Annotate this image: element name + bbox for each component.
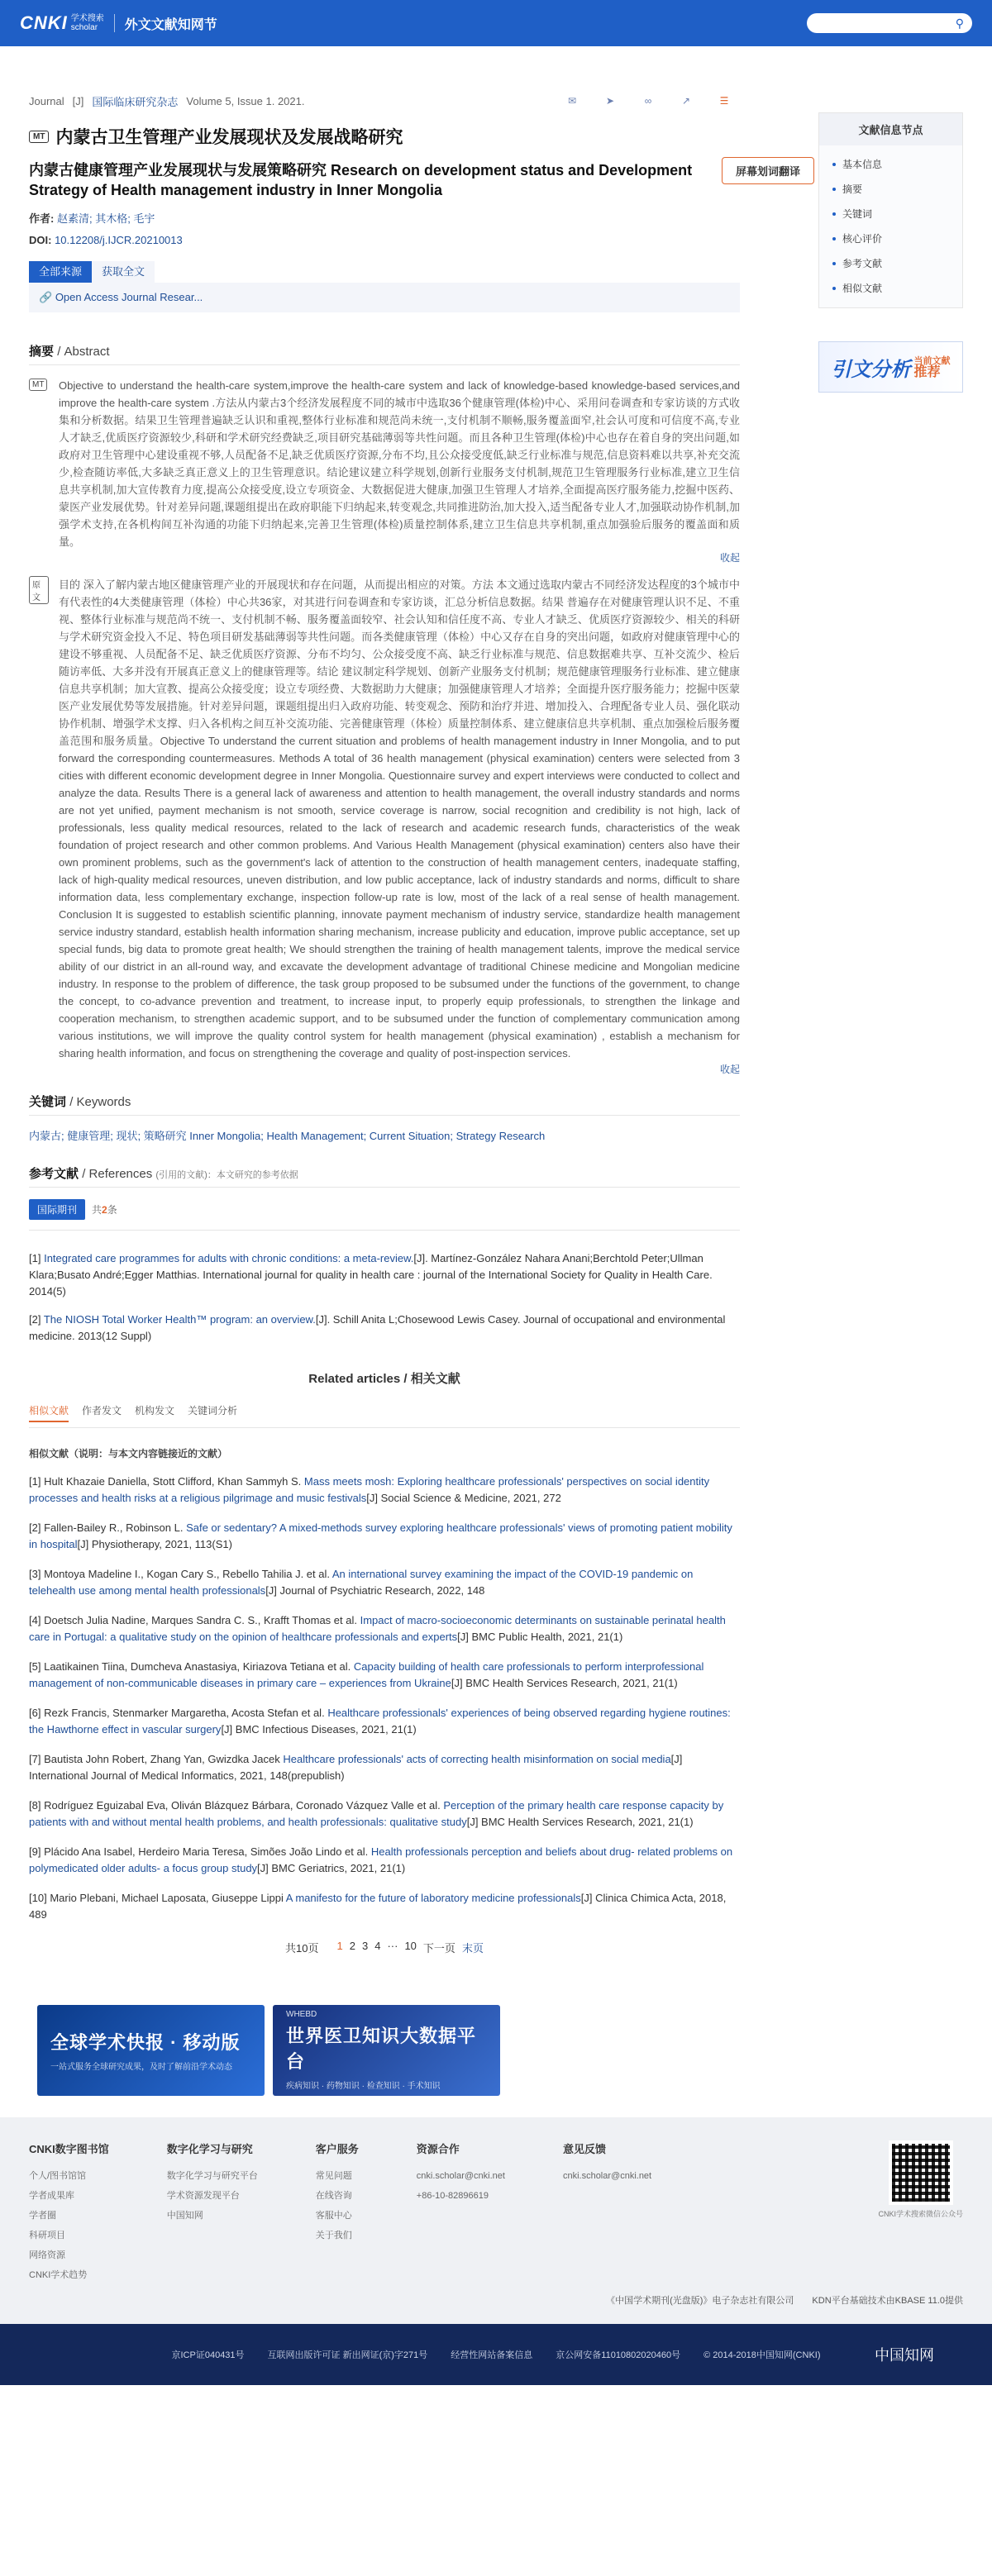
header-divider xyxy=(114,14,115,32)
list-item xyxy=(29,1312,740,1345)
doc-type: Journal xyxy=(29,94,64,107)
footer-col-cooperation xyxy=(417,2140,505,2285)
sidebar-item-keywords[interactable]: 关键词 xyxy=(842,202,962,226)
list-item xyxy=(29,1566,740,1599)
oa-source-link[interactable]: Open Access Journal Resear... xyxy=(55,291,203,303)
page-title-cn: 内蒙古卫生管理产业发展现状及发展战略研究 xyxy=(55,128,403,147)
list-item xyxy=(29,1844,740,1877)
cnki-footer-logo: 中国知网 xyxy=(875,2347,934,2364)
ad2-tag: WHEBD xyxy=(286,2010,317,2019)
qr-code-icon xyxy=(889,2140,953,2205)
rel-authors: Bautista John Robert, Zhang Yan, Gwizdka Jacek xyxy=(44,1753,280,1765)
related-title: Related articles / 相关文献 xyxy=(308,1372,460,1386)
abstract-orig-text: 目的 深入了解内蒙古地区健康管理产业的开展现状和存在问题，从而提出相应的对策。方法 本文通过选取内蒙古不同经济发达程度的3个城市中有代表性的4大类健康管理（体检）中心共36家，对其进行问卷调查和专家访谈，汇总分析信息数据。结果 普遍存在对健康管理认识不足、不重视、整体行业标准与规范尚不统一、支付机制不畅、服务覆盖面较窄、社会认知和信任度不高、专业人才缺乏、优质医疗资源较少、相关的科研与学术研究资金投入不足、特色项目研发基础薄弱等共性问题。而各类健康管理（体检）中心又存在自身的突出问题，如政府对健康管理中心的建设不够重视、人员配备不足、缺乏优质医疗资源、分布不均匀、公众接受度不高、缺乏行业标准与规范、信息数据难共享、互补交流少、检后随访率低、大多并没有开展真正意义上的健康管理等。结论 建议制定科学规划、创新产业服务支付机制；规范健康管理服务行业标准、建立健康信息共享机制；加大宣教、提高公众接受度；设立专项经费、大数据助力大健康；加强健康管理人才培养；全面提升医疗服务能力；挖掘中医蒙医产业发展优势等发展措施。针对差异问题，课题组提出归入政府功能、转变观念、预防和治疗并进、增加投入、合理配备专业人员、强化联动协作机制、增强学术支撑、归入各机构之间互补交流功能、完善健康管理（体检）质量控制体系、建立健康信息共享机制、重点加强检后服务覆盖范围和服务质量。Objective To understand the current situation and problems of health management industry in Inner Mongolia, and to put forward the corresponding countermeasures. Methods A total of 36 health management (physical examination) centers were selected from 3 cities with different economic development degree in Inner Mongolia. Questionnaire survey and expert interviews were conducted to collect and analyze the data. Results There is a general lack of awareness and attention to health management, the overall industry standards and norms are not yet unified, payment mechanism is not smooth, service coverage is narrow, social recognition and credibility is not high, lack of professionals, less quality medical resources, related to the lack of research and academic research funds, characteristics of the weak foundation of project research and other common problems. And Various Health Management (physical examination) centers also have their own prominent problems, such as the government's lack of attention to the construction of health management centers, inadequate staffing, lack of high-quality medical resources, uneven distribution, and low public acceptance, lack of industry standards and norms, difficult to share information data, less complementary exchange, inspection follow-up rate is low, most of the lack of a real sense of health management. Conclusion It is suggested to establish scientific planning, innovate payment mechanism of industry service, standardize health management service industry standard, establish health information sharing mechanism, increase publicity and education, improve public acceptance, set up special funds, big data to promote great health; We should strengthen the training of health management talents, improve the medical service ability of our district in an all-round way, and excavate the development advantage of traditional Chinese medicine and Mongolian medicine industry. In response to the problem of difference, the task group proposed to be subsumed under the functions of the government, to change the concept, to co-advance prevention and treatment, to increase input, to properly equip professionals, to strengthen the linkage and cooperation mechanism, to strengthen academic support, and to be subsumed under the function of complementary communication among various institutions, we will improve the quality control system for health management (physical examination) , establish a mechanism for sharing health information, and focus on strengthening the coverage and quality of post-inspection services. xyxy=(59,579,740,1059)
search-box xyxy=(807,13,972,33)
rel-num: [2] xyxy=(29,1521,41,1534)
mt-badge: MT xyxy=(29,131,49,143)
doi-label: DOI: xyxy=(29,234,52,246)
copyright: © 2014-2018中国知网(CNKI) xyxy=(703,2350,821,2360)
references-title-en: / References xyxy=(82,1167,153,1181)
sidebar-title: 文献信息节点 xyxy=(819,113,962,145)
sidebar-item-basic-info[interactable]: 基本信息 xyxy=(842,152,962,177)
list-item xyxy=(29,1705,740,1738)
related-note: 相似文献（说明：与本文内容链接近的文献） xyxy=(29,1448,228,1459)
abstract-orig-tag: 原文 xyxy=(29,576,49,604)
pagination xyxy=(29,1940,740,1955)
ad2-title: 世界医卫知识大数据平台 xyxy=(286,2026,477,2072)
footer-link[interactable]: 科研项目 xyxy=(29,2231,65,2240)
ad-citation-title: 引文分析 xyxy=(831,358,911,381)
count-prefix: 共 xyxy=(92,1204,103,1216)
footer-col-service xyxy=(316,2140,359,2285)
rel-link[interactable]: Safe or sedentary? A mixed-methods survey exploring healthcare professionals' views of promoting patient mobility in hospital xyxy=(29,1521,732,1550)
wechat-qr xyxy=(878,2140,963,2285)
tab-intl-journals[interactable]: 国际期刊 xyxy=(29,1199,85,1220)
ref-num: [1] xyxy=(29,1252,41,1264)
rel-authors: Rodríguez Eguizabal Eva, Oliván Blázquez Bárbara, Coronado Vázquez Valle et al. xyxy=(44,1799,441,1812)
qr-caption: CNKI学术搜索微信公众号 xyxy=(878,2210,963,2218)
rel-authors: Mario Plebani, Michael Laposata, Giuseppe Lippi xyxy=(50,1892,284,1904)
footer-columns xyxy=(29,2117,963,2285)
sidebar-item-core-eval[interactable]: 核心评价 xyxy=(842,226,962,251)
list-item xyxy=(29,1474,740,1507)
abstract-mt-text: Objective to understand the health-care system,improve the health-care system and lack of knowledge-based knowledge-based services,and improve the health-care system .方法从内蒙古3个经济发展程度不同的城市中选取36个健康管理(体检)中心、采用问卷调查和专家访谈的方式收集和分析数据。结果卫生管理普遍缺乏认识和重视,整体行业标准和规范尚未统一,支付机制不顺畅,服务覆盖面窄,社会认可度和可信度不高,专业人才缺乏,优质医疗资源较少,科研和学术研究经费缺乏,项目研究基础薄弱等共性问题。而且各种卫生管理(体检)中心也存在着自身的突出问题,如政府对卫生管理中心建设重视不够,人员配备不足,缺乏优质医疗资源,分布不均,且公众接受度低,缺乏行业标准与规范,信息资料难以共享,补充交流少,检查随访率低,大多缺乏真正意义上的卫生管理意识。结论建议建立科学规划,创新行业服务支付机制,规范卫生管理服务行业标准,建立卫生信息共享机制,加大宣传教育力度,提高公众接受度,设立专项资金、大数据促进大健康,加强卫生管理人才培养,全面提高医疗服务能力,挖掘中医药、蒙医产业发展优势。针对差异问题,课题组提出在政府职能下归纳起来,转变观念,共同推进防治,加大投入,适当配备专业人才,加强联动协作机制,加强学术支持,在各机构间互补沟通的功能下归纳起来,完善卫生管理(体检)质量控制体系,建立卫生信息共享机制,重点加强验后服务的覆盖面和质量。 xyxy=(59,379,740,548)
ad-citation-sub1: 当前文献 xyxy=(913,355,951,366)
footer-email[interactable]: cnki.scholar@cnki.net xyxy=(562,2171,652,2181)
abstract-orig-body xyxy=(59,576,740,1076)
logo-subtext xyxy=(71,14,104,32)
journal-meta xyxy=(29,93,740,109)
site-record[interactable]: 经营性网站备案信息 xyxy=(451,2350,533,2360)
related-list xyxy=(29,1474,740,1923)
footer-link[interactable]: CNKI学术趋势 xyxy=(29,2270,88,2280)
keywords-title-en: / Keywords xyxy=(69,1095,131,1109)
logo-text: CNKI xyxy=(20,12,68,33)
references-heading xyxy=(29,1164,740,1188)
page-10[interactable]: 10 xyxy=(404,1940,417,1952)
rel-num: [3] xyxy=(29,1568,41,1580)
ref-rest: [J]. Martínez-González Nahara Anani;Berchtold Peter;Ullman Klara;Busato André;Egger Matthias. International journal for quality in health care : journal of the International Society for Quality in Health Care. 2014(5) xyxy=(29,1252,713,1298)
collapse-button[interactable]: 收起 xyxy=(719,552,740,564)
count-suffix: 条 xyxy=(107,1204,117,1216)
rel-authors: Fallen-Bailey R., Robinson L. xyxy=(44,1521,184,1534)
ref-rest: [J]. Schill Anita L;Chosewood Lewis Casey. Journal of occupational and environmental medicine. 2013(12 Suppl) xyxy=(29,1313,726,1342)
authors-label: 作者: xyxy=(29,212,55,225)
rel-link[interactable]: Healthcare professionals' acts of correcting health misinformation on social media xyxy=(283,1753,671,1765)
cnki-logo[interactable] xyxy=(20,12,104,34)
page-wrap xyxy=(29,93,963,2096)
email-icon[interactable]: ✉ xyxy=(567,95,577,107)
tab-get-fulltext[interactable]: 获取全文 xyxy=(92,261,155,283)
footer-link[interactable]: 中国知网 xyxy=(166,2211,203,2221)
banner-ads xyxy=(37,2005,740,2096)
police-record[interactable]: 京公网安备11010802020460号 xyxy=(556,2350,681,2360)
sidebar-item-abstract[interactable]: 摘要 xyxy=(842,177,962,202)
abstract-mt-tag-wrap xyxy=(29,377,49,564)
abstract-orig-tag-wrap xyxy=(29,576,49,1076)
keywords-list[interactable]: 内蒙古; 健康管理; 现状; 策略研究 Inner Mongolia; Health Management; Current Situation; Strategy Research xyxy=(29,1130,546,1142)
list-item xyxy=(29,1612,740,1645)
list-item xyxy=(29,1751,740,1784)
page-2[interactable]: 2 xyxy=(349,1940,355,1952)
footer-col-title: 数字化学习与研究 xyxy=(166,2143,253,2155)
toolbar-icons xyxy=(565,93,740,108)
footer-link[interactable]: 在线咨询 xyxy=(315,2191,352,2201)
top-header xyxy=(0,0,992,46)
authors-links[interactable]: 赵素清; 其木格; 毛宇 xyxy=(56,212,155,225)
rel-rest: [J] Physiotherapy, 2021, 113(S1) xyxy=(77,1538,232,1550)
list-item xyxy=(29,1250,740,1300)
rel-link[interactable]: A manifesto for the future of laboratory medicine professionals xyxy=(285,1892,581,1904)
footer-col-title: 资源合作 xyxy=(416,2143,460,2155)
oa-source-row xyxy=(29,283,740,312)
ad-whebd[interactable] xyxy=(273,2005,500,2096)
ad-citation-sub xyxy=(914,355,951,379)
share-icon[interactable]: ➤ xyxy=(605,95,615,107)
rel-rest: [J] Social Science & Medicine, 2021, 272 xyxy=(366,1492,561,1504)
abstract-mt-body xyxy=(59,377,740,564)
abstract-mt-block xyxy=(29,377,740,564)
ad2-subtitle: 疾病知识 · 药物知识 · 检查知识 · 手术知识 xyxy=(286,2082,441,2091)
rel-num: [10] xyxy=(29,1892,47,1904)
search-icon[interactable]: ⚲ xyxy=(955,16,964,30)
footer-link[interactable]: 个人/图书馆馆 xyxy=(29,2171,87,2181)
sidebar-nav-box xyxy=(818,112,963,308)
rel-authors: Laatikainen Tiina, Dumcheva Anastasiya, Kiriazova Tetiana et al. xyxy=(44,1660,351,1673)
ad1-subtitle: 一站式服务全球研究成果，及时了解前沿学术动态 xyxy=(50,2063,232,2072)
rel-link[interactable]: Perception of the primary health care response capacity by patients with and without mental health problems, and health professionals: qualitative study xyxy=(29,1799,724,1828)
doi-link[interactable]: 10.12208/j.IJCR.20210013 xyxy=(55,234,183,246)
authors-row xyxy=(29,210,740,226)
ad1-title: 全球学术快报 · 移动版 xyxy=(50,2032,241,2053)
footer-copyright: 《中国学术期刊(光盘版)》电子杂志社有限公司 KDN平台基础技术由KBASE 11.0提供 xyxy=(606,2296,963,2306)
footer-link[interactable]: 学者圈 xyxy=(29,2211,56,2221)
sidebar-item-references[interactable]: 参考文献 xyxy=(842,251,962,276)
page-ellipsis: ··· xyxy=(387,1940,398,1952)
abstract-title-en: / Abstract xyxy=(57,345,110,359)
doc-type-code: [J] xyxy=(72,94,84,107)
footer-link[interactable]: 客服中心 xyxy=(315,2211,352,2221)
rel-num: [6] xyxy=(29,1707,41,1719)
pager-total: 共10页 xyxy=(285,1942,319,1955)
collapse-button[interactable]: 收起 xyxy=(719,1064,740,1075)
source-tabs xyxy=(29,261,740,283)
ad-global-academic[interactable] xyxy=(37,2005,265,2096)
translate-icon[interactable]: ☰ xyxy=(719,95,729,107)
rel-link[interactable]: Impact of macro-socioeconomic determinants on sustainable perinatal health care in Portugal: a qualitative study on the opinion of healthcare professionals and experts xyxy=(29,1614,726,1643)
page-3[interactable]: 3 xyxy=(361,1940,369,1952)
link-icon: 🔗 xyxy=(39,291,53,303)
page-1[interactable]: 1 xyxy=(336,1940,343,1952)
next-page-button[interactable]: 下一页 xyxy=(422,1942,455,1955)
ref-num: [2] xyxy=(29,1313,41,1326)
doi-row xyxy=(29,234,740,246)
main-content xyxy=(29,93,740,2096)
list-item xyxy=(29,1797,740,1831)
footer-col-title: 客户服务 xyxy=(315,2143,359,2155)
rel-authors: Rezk Francis, Stenmarker Margaretha, Acosta Stefan et al. xyxy=(44,1707,325,1719)
rel-authors: Montoya Madeline I., Kogan Cary S., Rebello Tahilia J. et al. xyxy=(44,1568,330,1580)
rel-link[interactable]: Healthcare professionals' experiences of being observed regarding hygiene routines: the Hawthorne effect in vascular surgery xyxy=(29,1707,731,1736)
rel-link[interactable]: An international survey examining the impact of the COVID-19 pandemic on telehealth use among mental health professionals xyxy=(29,1568,694,1597)
footer xyxy=(0,2117,992,2324)
list-item xyxy=(29,1890,740,1923)
footer-col-feedback xyxy=(563,2140,651,2285)
page-title-en: 内蒙古健康管理产业发展现状与发展策略研究 Research on development status and Development Strategy of Health management industry in Inner Mongolia xyxy=(29,162,693,198)
count-number: 2 xyxy=(102,1204,107,1216)
rel-rest: [J] International Journal of Medical Informatics, 2021, 148(prepublish) xyxy=(29,1753,683,1782)
rel-num: [4] xyxy=(29,1614,41,1626)
rel-rest: [J] BMC Health Services Research, 2021, 21(1) xyxy=(466,1816,694,1828)
rel-link[interactable]: Capacity building of health care professionals to perform interprofessional management of non-communicable diseases in primary care – experiences from Ukraine xyxy=(29,1660,704,1689)
references-title: 参考文献 xyxy=(29,1167,79,1181)
footer-col-library xyxy=(29,2140,109,2285)
footer-col-learning xyxy=(167,2140,258,2285)
tab-similar[interactable]: 相似文献 xyxy=(29,1403,69,1422)
abstract-title: 摘要 xyxy=(29,345,55,359)
footer-link[interactable]: 学术资源发现平台 xyxy=(166,2191,240,2201)
abstract-heading xyxy=(29,342,740,365)
rel-link[interactable]: Mass meets mosh: Exploring healthcare professionals' perspectives on social identity processes and health risks at a religious pilgrimage and music festivals xyxy=(29,1475,710,1504)
footer-link[interactable]: 常见问题 xyxy=(315,2171,352,2181)
rel-num: [7] xyxy=(29,1753,41,1765)
page-4[interactable]: 4 xyxy=(374,1940,381,1952)
footer-link[interactable]: 网络资源 xyxy=(29,2250,65,2260)
publish-license[interactable]: 互联网出版许可证 新出网证(京)字271号 xyxy=(267,2350,428,2360)
footer-col-title: CNKI数字图书馆 xyxy=(29,2143,109,2155)
abstract-mt-tag: MT xyxy=(29,379,47,391)
references-count xyxy=(92,1202,117,1217)
rel-num: [5] xyxy=(29,1660,41,1673)
rel-rest: [J] Clinica Chimica Acta, 2018, 489 xyxy=(29,1892,727,1921)
sidebar-item-similar[interactable]: 相似文献 xyxy=(842,276,962,301)
link-icon[interactable]: ∞ xyxy=(644,95,652,107)
rel-authors: Doetsch Julia Nadine, Marques Sandra C. S., Krafft Thomas et al. xyxy=(44,1614,357,1626)
tab-all-sources[interactable]: 全部来源 xyxy=(29,261,92,283)
ad-citation-sub2: 推荐 xyxy=(913,364,941,379)
sidebar-list xyxy=(819,145,962,307)
footer-phone: +86-10-82896619 xyxy=(416,2191,489,2201)
list-item xyxy=(29,1520,740,1553)
rel-rest: [J] BMC Health Services Research, 2021, 21(1) xyxy=(451,1677,678,1689)
ref-link[interactable]: The NIOSH Total Worker Health™ program: an overview. xyxy=(43,1313,316,1326)
rel-rest: [J] Journal of Psychiatric Research, 2022, 148 xyxy=(265,1584,485,1597)
footer-col-title: 意见反馈 xyxy=(562,2143,606,2155)
translate-tooltip: 屏幕划词翻译 xyxy=(722,157,814,184)
abstract-original-block xyxy=(29,576,740,1076)
tab-author-papers[interactable]: 作者发文 xyxy=(82,1405,122,1417)
ref-link[interactable]: Integrated care programmes for adults with chronic conditions: a meta-review. xyxy=(44,1252,414,1264)
references-tabs xyxy=(29,1199,740,1220)
rel-link[interactable]: Health professionals perception and beliefs about drug- related problems on polymedicated older adults- a focus group study xyxy=(29,1845,733,1874)
footer-link[interactable]: 关于我们 xyxy=(315,2231,352,2240)
keywords-heading xyxy=(29,1093,740,1116)
list-item xyxy=(29,1659,740,1692)
logo-sub-cn: 学术搜索 xyxy=(70,14,104,23)
rel-rest: [J] BMC Infectious Diseases, 2021, 21(1) xyxy=(221,1723,417,1736)
related-tabs xyxy=(29,1403,740,1428)
tab-keyword-analysis[interactable]: 关键词分析 xyxy=(188,1405,238,1417)
search-input[interactable] xyxy=(815,17,956,29)
rel-num: [9] xyxy=(29,1845,41,1858)
citation-analysis-ad[interactable] xyxy=(818,341,963,393)
export-icon[interactable]: ↗ xyxy=(681,95,691,107)
journal-link[interactable]: 国际临床研究杂志 xyxy=(92,95,179,108)
footer-link[interactable]: 数字化学习与研究平台 xyxy=(166,2171,258,2181)
journal-issue: Volume 5, Issue 1. 2021. xyxy=(186,94,305,107)
last-page-button[interactable]: 末页 xyxy=(461,1942,484,1955)
bottom-bar xyxy=(0,2324,992,2385)
sidebar xyxy=(818,112,963,393)
references-note: (引用的文献)：本文研究的参考依据 xyxy=(155,1170,298,1180)
rel-authors: Hult Khazaie Daniella, Stott Clifford, Khan Sammyh S. xyxy=(44,1475,302,1488)
footer-link[interactable]: 学者成果库 xyxy=(29,2191,74,2201)
rel-num: [8] xyxy=(29,1799,41,1812)
title-cn-row xyxy=(29,124,740,149)
logo-sub-en: scholar xyxy=(70,23,98,32)
keywords-title: 关键词 xyxy=(29,1095,67,1109)
rel-rest: [J] BMC Public Health, 2021, 21(1) xyxy=(457,1631,623,1643)
icp-license[interactable]: 京ICP证040431号 xyxy=(171,2350,245,2360)
rel-rest: [J] BMC Geriatrics, 2021, 21(1) xyxy=(257,1862,406,1874)
footer-email[interactable]: cnki.scholar@cnki.net xyxy=(416,2171,505,2181)
rel-authors: Plácido Ana Isabel, Herdeiro Maria Teresa, Simões João Lindo et al. xyxy=(44,1845,369,1858)
rel-num: [1] xyxy=(29,1475,41,1488)
references-list xyxy=(29,1230,740,1345)
tab-institution-papers[interactable]: 机构发文 xyxy=(135,1405,175,1417)
site-title: 外文文献知网节 xyxy=(124,17,217,32)
